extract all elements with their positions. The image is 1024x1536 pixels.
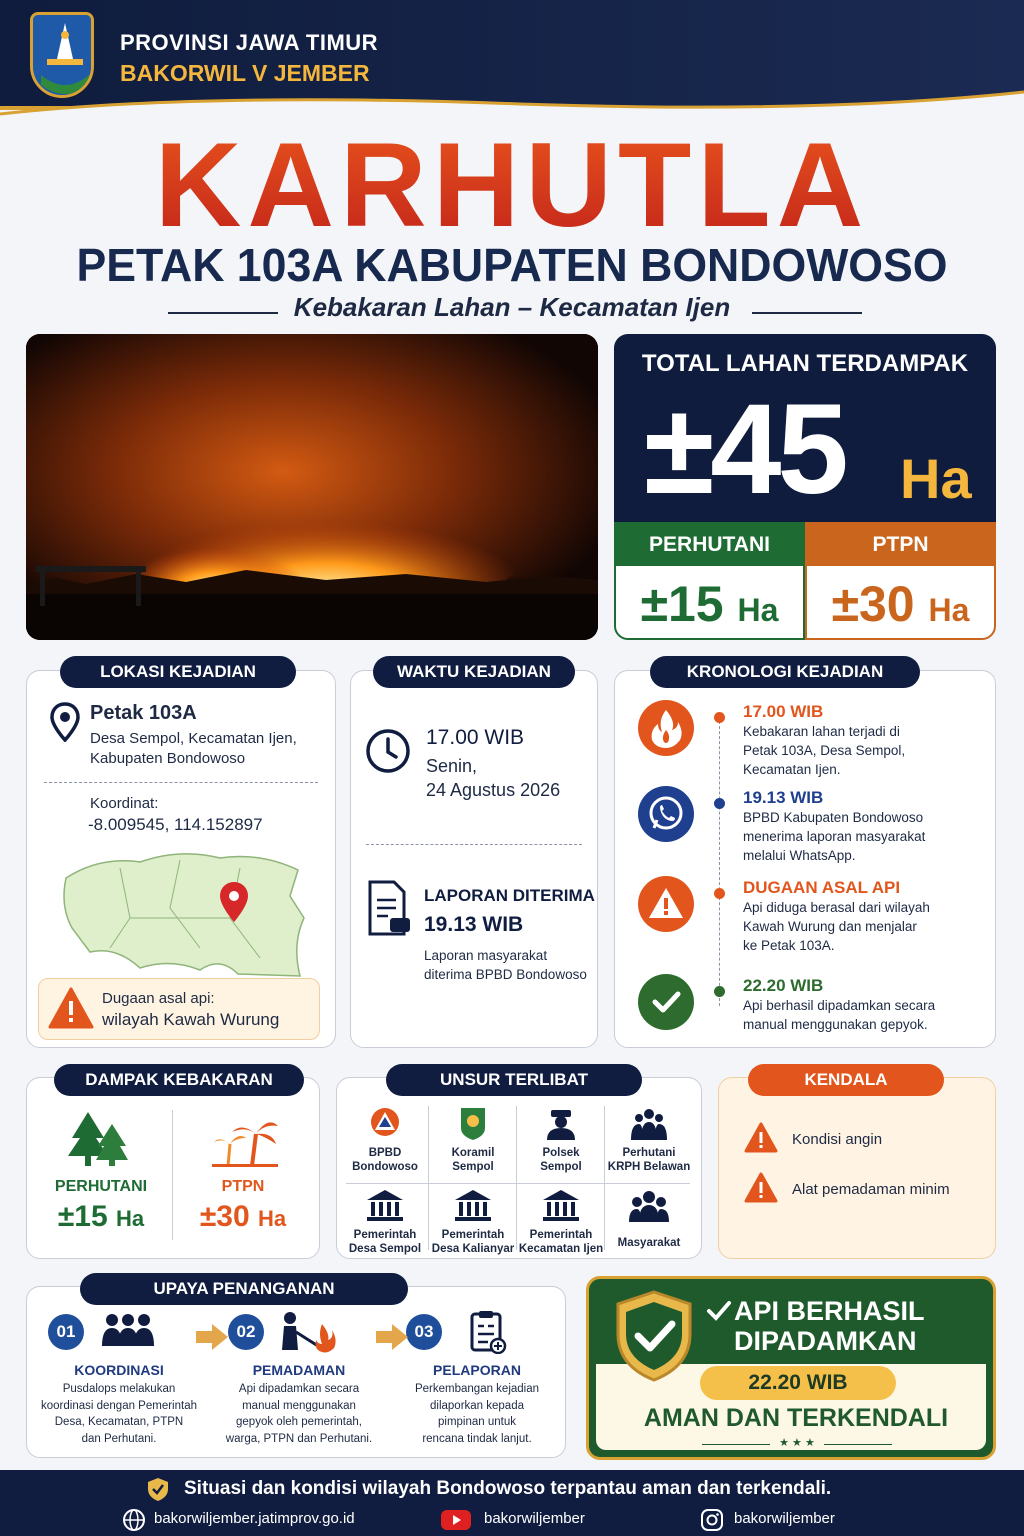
chronology-item-text: Petak 103A, Desa Sempol,: [743, 743, 906, 758]
community-icon: [627, 1188, 671, 1222]
bondowoso-map: [60, 848, 310, 978]
total-area-value: ±45: [644, 378, 845, 521]
impact-header: DAMPAK KEBAKARAN: [54, 1064, 304, 1096]
step-number: 01: [48, 1314, 84, 1350]
report-time: 19.13 WIB: [424, 913, 524, 936]
chronology-header: KRONOLOGI KEJADIAN: [650, 656, 920, 688]
government-building-icon: [451, 1188, 495, 1222]
office-name: BAKORWIL V JEMBER: [120, 60, 370, 86]
firefighter-icon: [272, 1310, 344, 1354]
status-time: 22.20 WIB: [700, 1366, 896, 1400]
forest-icon: [68, 1110, 130, 1168]
timeline-line: [719, 716, 720, 1006]
divider: [346, 1183, 690, 1184]
location-header: LOKASI KEJADIAN: [60, 656, 296, 688]
divider: [44, 782, 318, 783]
page-title: KARHUTLA: [0, 120, 1024, 250]
fire-icon: [638, 700, 694, 756]
shield-check-icon: [612, 1288, 696, 1384]
step-description: Pusdalops melakukan koordinasi dengan Pemerintah Desa, Kecamatan, PTPN dan Perhutani.: [41, 1383, 197, 1445]
shield-check-icon: [146, 1476, 170, 1502]
total-area-unit: Ha: [900, 447, 972, 510]
step-number: 02: [228, 1314, 264, 1350]
report-label: LAPORAN DITERIMA: [424, 886, 595, 905]
chronology-item-text: menerima laporan masyarakat: [743, 829, 926, 844]
obstacle-item-2: Alat pemadaman minim: [792, 1181, 950, 1198]
chronology-item-title: DUGAAN ASAL API: [743, 878, 901, 897]
koramil-badge-icon: [451, 1106, 495, 1140]
chronology-item-text: BPBD Kabupaten Bondowoso: [743, 810, 924, 825]
party-label: BPBD Bondowoso: [352, 1147, 418, 1173]
chronology-item-text: ke Petak 103A.: [743, 938, 835, 953]
clipboard-icon: [450, 1310, 522, 1354]
clock-icon: [364, 727, 412, 775]
forest-workers-icon: [627, 1106, 671, 1140]
government-building-icon: [539, 1188, 583, 1222]
impact-ptpn-label: PTPN: [221, 1178, 265, 1195]
report-desc-1: Laporan masyarakat: [424, 948, 548, 963]
incident-day: Senin,: [426, 756, 478, 776]
footer-youtube-link[interactable]: bakorwiljember: [484, 1510, 585, 1527]
chronology-item-text: Api berhasil dipadamkan secara: [743, 998, 936, 1013]
bpbd-logo-icon: [363, 1106, 407, 1140]
page-tagline: Kebakaran Lahan – Kecamatan Ijen: [293, 292, 731, 322]
impact-perhutani-value: ±15 Ha: [57, 1200, 145, 1233]
suspected-origin-value: wilayah Kawah Wurung: [102, 1010, 280, 1029]
warning-icon: [48, 986, 94, 1030]
suspected-origin-label: Dugaan asal api:: [102, 990, 215, 1007]
status-line-1: API BERHASIL: [734, 1296, 925, 1326]
party-label: Masyarakat: [617, 1237, 681, 1249]
coordinate-value: -8.009545, 114.152897: [88, 815, 263, 834]
plantation-icon: [212, 1110, 278, 1168]
chronology-item-text: Api diduga berasal dari wilayah: [743, 900, 930, 915]
chronology-item-title: 19.13 WIB: [743, 788, 824, 807]
time-header: WAKTU KEJADIAN: [373, 656, 575, 688]
status-line-2: DIPADAMKAN: [734, 1326, 917, 1356]
chronology-item-title: 17.00 WIB: [743, 702, 824, 721]
whatsapp-icon: [638, 786, 694, 842]
warning-icon: [744, 1172, 778, 1204]
stars-decoration: ★ ★ ★: [770, 1436, 824, 1449]
globe-icon: [122, 1508, 146, 1532]
chronology-item-text: Kecamatan Ijen.: [743, 762, 841, 777]
chronology-item-text: melalui WhatsApp.: [743, 848, 856, 863]
obstacles-card: [718, 1077, 996, 1259]
location-address-2: Kabupaten Bondowoso: [90, 750, 246, 767]
coordinate-label: Koordinat:: [90, 795, 159, 812]
ptpn-area-value: ±30 Ha: [831, 576, 970, 632]
location-address-1: Desa Sempol, Kecamatan Ijen,: [90, 730, 297, 747]
youtube-icon: [440, 1508, 472, 1532]
instagram-icon: [700, 1508, 724, 1532]
timeline-dot: [714, 798, 725, 809]
total-area-panel: [614, 334, 996, 640]
step-title: PEMADAMAN: [252, 1362, 346, 1378]
chronology-item-title: 22.20 WIB: [743, 976, 824, 995]
party-label: Polsek Sempol: [540, 1147, 582, 1173]
government-building-icon: [363, 1188, 407, 1222]
arrow-right-icon: [194, 1322, 230, 1352]
fire-photo: [26, 334, 598, 640]
page-subtitle: PETAK 103A KABUPATEN BONDOWOSO: [76, 239, 948, 291]
impact-perhutani-label: PERHUTANI: [54, 1178, 148, 1195]
party-label: Koramil Sempol: [451, 1147, 495, 1173]
timeline-dot: [714, 986, 725, 997]
footer-instagram-link[interactable]: bakorwiljember: [734, 1510, 835, 1527]
chronology-item-text: Kawah Wurung dan menjalar: [743, 919, 917, 934]
location-pin-icon: [50, 702, 80, 742]
perhutani-area-label: PERHUTANI: [616, 524, 803, 566]
parties-header: UNSUR TERLIBAT: [386, 1064, 642, 1096]
party-label: Pemerintah Desa Kalianyar: [431, 1229, 515, 1255]
step-title: PELAPORAN: [433, 1362, 521, 1378]
incident-date: 24 Agustus 2026: [426, 780, 561, 800]
arrow-right-icon: [374, 1322, 410, 1352]
check-icon: [706, 1300, 732, 1322]
ptpn-area-box: [805, 522, 996, 640]
report-desc-2: diterima BPBD Bondowoso: [424, 967, 587, 982]
divider: [366, 844, 582, 845]
obstacle-item-1: Kondisi angin: [792, 1131, 883, 1148]
step-number: 03: [406, 1314, 442, 1350]
chronology-item-text: Kebakaran lahan terjadi di: [743, 724, 900, 739]
report-document-icon: [366, 880, 412, 938]
warning-icon: [744, 1122, 778, 1154]
warning-icon: [638, 876, 694, 932]
timeline-dot: [714, 712, 725, 723]
step-title: KOORDINASI: [74, 1362, 164, 1378]
party-label: Pemerintah Kecamatan Ijen: [518, 1229, 604, 1255]
footer-website-link[interactable]: bakorwiljember.jatimprov.go.id: [154, 1510, 355, 1527]
step-description: Api dipadamkan secara manual menggunakan gepyok oleh pemerintah, warga, PTPN dan Perhutani.: [225, 1383, 373, 1445]
check-icon: [638, 974, 694, 1030]
party-label: Pemerintah Desa Sempol: [348, 1229, 422, 1255]
impact-ptpn-value: ±30 Ha: [199, 1200, 287, 1233]
response-header: UPAYA PENANGANAN: [80, 1273, 408, 1305]
location-place: Petak 103A: [90, 702, 197, 724]
party-label: Perhutani KRPH Belawan: [607, 1147, 691, 1173]
perhutani-area-box: [614, 522, 805, 640]
total-area-label: TOTAL LAHAN TERDAMPAK: [641, 350, 969, 377]
ptpn-area-label: PTPN: [807, 524, 994, 566]
footer-message: Situasi dan kondisi wilayah Bondowoso terpantau aman dan terkendali.: [184, 1478, 832, 1499]
obstacles-header: KENDALA: [748, 1064, 944, 1096]
police-icon: [539, 1106, 583, 1140]
team-icon: [92, 1310, 164, 1354]
divider: [172, 1110, 173, 1240]
step-description: Perkembangan kejadian dilaporkan kepada pimpinan untuk rencana tindak lanjut.: [414, 1383, 540, 1445]
chronology-item-text: manual menggunakan gepyok.: [743, 1017, 928, 1032]
perhutani-area-value: ±15 Ha: [640, 576, 779, 632]
province-name: PROVINSI JAWA TIMUR: [120, 30, 379, 55]
incident-time: 17.00 WIB: [426, 726, 525, 749]
status-note: AMAN DAN TERKENDALI: [643, 1404, 949, 1432]
timeline-dot: [714, 888, 725, 899]
